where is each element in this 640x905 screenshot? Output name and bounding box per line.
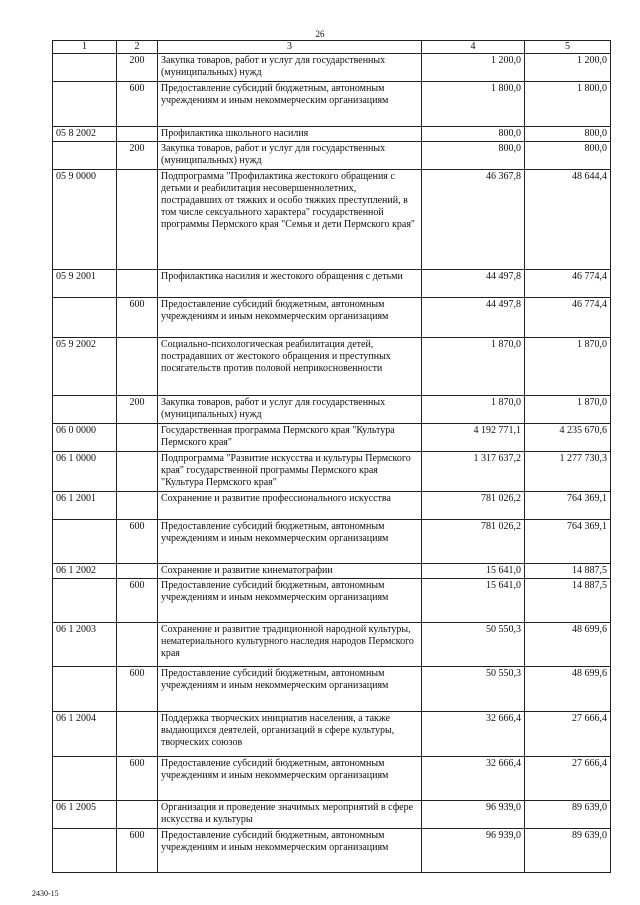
table-row [53, 667, 611, 712]
cell-v2: 89 639,0 [525, 801, 611, 829]
cell-v2: 764 369,1 [525, 520, 611, 564]
table-row [53, 127, 611, 142]
table-row [53, 396, 611, 424]
cell-v2: 27 666,4 [525, 757, 611, 801]
cell-v2: 1 277 730,3 [525, 452, 611, 492]
cell-code: 06 1 2004 [53, 712, 117, 757]
table-row [53, 829, 611, 873]
cell-code: 05 9 2001 [53, 270, 117, 298]
cell-v1: 1 200,0 [422, 54, 525, 82]
cell-code: 06 1 2001 [53, 492, 117, 520]
cell-name: Социально-психологическая реабилитация детей, пострадавших от жестокого обращения и преступных посягательств против половой неприкосновенности [158, 338, 422, 396]
cell-vr [117, 424, 158, 452]
cell-vr: 600 [117, 667, 158, 712]
cell-name: Профилактика школьного насилия [158, 127, 422, 142]
column-header: 5 [525, 41, 611, 54]
cell-name: Предоставление субсидий бюджетным, автономным учреждениям и иным некоммерческим организациям [158, 829, 422, 873]
cell-code: 05 8 2002 [53, 127, 117, 142]
column-header: 2 [117, 41, 158, 54]
cell-v2: 1 800,0 [525, 82, 611, 127]
cell-vr: 600 [117, 579, 158, 623]
cell-code [53, 54, 117, 82]
cell-vr: 200 [117, 396, 158, 424]
cell-code: 05 9 2002 [53, 338, 117, 396]
table-row [53, 54, 611, 82]
footer-code: 2430-15 [32, 889, 59, 898]
cell-vr: 600 [117, 298, 158, 338]
table-row [53, 452, 611, 492]
cell-name: Предоставление субсидий бюджетным, автономным учреждениям и иным некоммерческим организациям [158, 82, 422, 127]
cell-v1: 1 800,0 [422, 82, 525, 127]
cell-v1: 800,0 [422, 127, 525, 142]
cell-vr: 200 [117, 142, 158, 170]
cell-vr [117, 623, 158, 667]
cell-name: Предоставление субсидий бюджетным, автономным учреждениям и иным некоммерческим организациям [158, 520, 422, 564]
cell-v2: 46 774,4 [525, 270, 611, 298]
cell-code: 06 1 2002 [53, 564, 117, 579]
cell-name: Сохранение и развитие кинематографии [158, 564, 422, 579]
table-row [53, 82, 611, 127]
cell-vr [117, 127, 158, 142]
cell-v2: 800,0 [525, 142, 611, 170]
table-row [53, 170, 611, 270]
cell-v1: 96 939,0 [422, 801, 525, 829]
cell-vr [117, 712, 158, 757]
cell-vr [117, 270, 158, 298]
cell-name: Подпрограмма "Профилактика жестокого обращения с детьми и реабилитация несовершеннолетних, пострадавших от тяжких и особо тяжких преступлений, в том числе сексуального характера" государственной программы Пермского края "Семья и дети Пермского края" [158, 170, 422, 270]
cell-code [53, 579, 117, 623]
cell-v2: 14 887,5 [525, 564, 611, 579]
cell-name: Предоставление субсидий бюджетным, автономным учреждениям и иным некоммерческим организациям [158, 298, 422, 338]
table-row [53, 801, 611, 829]
cell-vr [117, 170, 158, 270]
cell-v2: 48 644,4 [525, 170, 611, 270]
cell-v1: 50 550,3 [422, 623, 525, 667]
cell-v1: 96 939,0 [422, 829, 525, 873]
cell-vr: 600 [117, 520, 158, 564]
column-header: 3 [158, 41, 422, 54]
cell-vr [117, 564, 158, 579]
table-row [53, 338, 611, 396]
cell-v2: 800,0 [525, 127, 611, 142]
cell-code [53, 298, 117, 338]
cell-v1: 1 870,0 [422, 338, 525, 396]
cell-v1: 32 666,4 [422, 712, 525, 757]
cell-v1: 44 497,8 [422, 298, 525, 338]
cell-v1: 46 367,8 [422, 170, 525, 270]
table-row [53, 270, 611, 298]
budget-table [52, 40, 611, 873]
cell-v2: 14 887,5 [525, 579, 611, 623]
cell-code [53, 829, 117, 873]
cell-code [53, 667, 117, 712]
table-row [53, 520, 611, 564]
cell-v1: 781 026,2 [422, 520, 525, 564]
table-row [53, 142, 611, 170]
cell-vr [117, 801, 158, 829]
cell-v1: 15 641,0 [422, 564, 525, 579]
cell-name: Предоставление субсидий бюджетным, автономным учреждениям и иным некоммерческим организациям [158, 757, 422, 801]
cell-vr [117, 452, 158, 492]
cell-v2: 4 235 670,6 [525, 424, 611, 452]
cell-code [53, 520, 117, 564]
cell-v2: 1 870,0 [525, 396, 611, 424]
cell-vr: 600 [117, 829, 158, 873]
cell-code: 06 0 0000 [53, 424, 117, 452]
cell-name: Организация и проведение значимых мероприятий в сфере искусства и культуры [158, 801, 422, 829]
table-row [53, 757, 611, 801]
cell-v1: 781 026,2 [422, 492, 525, 520]
cell-vr [117, 492, 158, 520]
cell-v1: 50 550,3 [422, 667, 525, 712]
cell-code: 06 1 0000 [53, 452, 117, 492]
table-row [53, 712, 611, 757]
cell-code [53, 142, 117, 170]
table-row [53, 623, 611, 667]
cell-name: Государственная программа Пермского края "Культура Пермского края" [158, 424, 422, 452]
cell-v2: 48 699,6 [525, 623, 611, 667]
cell-vr [117, 338, 158, 396]
cell-vr: 200 [117, 54, 158, 82]
cell-name: Закупка товаров, работ и услуг для государственных (муниципальных) нужд [158, 54, 422, 82]
cell-v2: 1 200,0 [525, 54, 611, 82]
cell-code: 06 1 2003 [53, 623, 117, 667]
cell-name: Профилактика насилия и жестокого обращения с детьми [158, 270, 422, 298]
cell-v1: 15 641,0 [422, 579, 525, 623]
cell-name: Подпрограмма "Развитие искусства и культуры Пермского края" государственной программы Пермского края "Культура Пермского края" [158, 452, 422, 492]
cell-v2: 89 639,0 [525, 829, 611, 873]
cell-name: Сохранение и развитие профессионального искусства [158, 492, 422, 520]
cell-vr: 600 [117, 757, 158, 801]
cell-name: Предоставление субсидий бюджетным, автономным учреждениям и иным некоммерческим организациям [158, 667, 422, 712]
table-row [53, 492, 611, 520]
cell-v1: 1 317 637,2 [422, 452, 525, 492]
cell-v2: 46 774,4 [525, 298, 611, 338]
cell-code: 06 1 2005 [53, 801, 117, 829]
column-header: 4 [422, 41, 525, 54]
table-row [53, 564, 611, 579]
cell-v1: 4 192 771,1 [422, 424, 525, 452]
cell-v2: 27 666,4 [525, 712, 611, 757]
cell-v2: 48 699,6 [525, 667, 611, 712]
cell-name: Поддержка творческих инициатив населения, а также выдающихся деятелей, организаций в сфере культуры, творческих союзов [158, 712, 422, 757]
cell-name: Закупка товаров, работ и услуг для государственных (муниципальных) нужд [158, 396, 422, 424]
table-row [53, 298, 611, 338]
cell-code [53, 396, 117, 424]
table-row [53, 579, 611, 623]
cell-v2: 1 870,0 [525, 338, 611, 396]
cell-code: 05 9 0000 [53, 170, 117, 270]
cell-name: Закупка товаров, работ и услуг для государственных (муниципальных) нужд [158, 142, 422, 170]
cell-v1: 1 870,0 [422, 396, 525, 424]
cell-vr: 600 [117, 82, 158, 127]
cell-code [53, 82, 117, 127]
cell-name: Сохранение и развитие традиционной народной культуры, нематериального культурного наследия народов Пермского края [158, 623, 422, 667]
table-row [53, 424, 611, 452]
page-number: 26 [315, 29, 325, 39]
column-header: 1 [53, 41, 117, 54]
cell-v2: 764 369,1 [525, 492, 611, 520]
cell-v1: 32 666,4 [422, 757, 525, 801]
table-header-row [53, 41, 611, 54]
cell-name: Предоставление субсидий бюджетным, автономным учреждениям и иным некоммерческим организациям [158, 579, 422, 623]
cell-v1: 44 497,8 [422, 270, 525, 298]
cell-code [53, 757, 117, 801]
cell-v1: 800,0 [422, 142, 525, 170]
